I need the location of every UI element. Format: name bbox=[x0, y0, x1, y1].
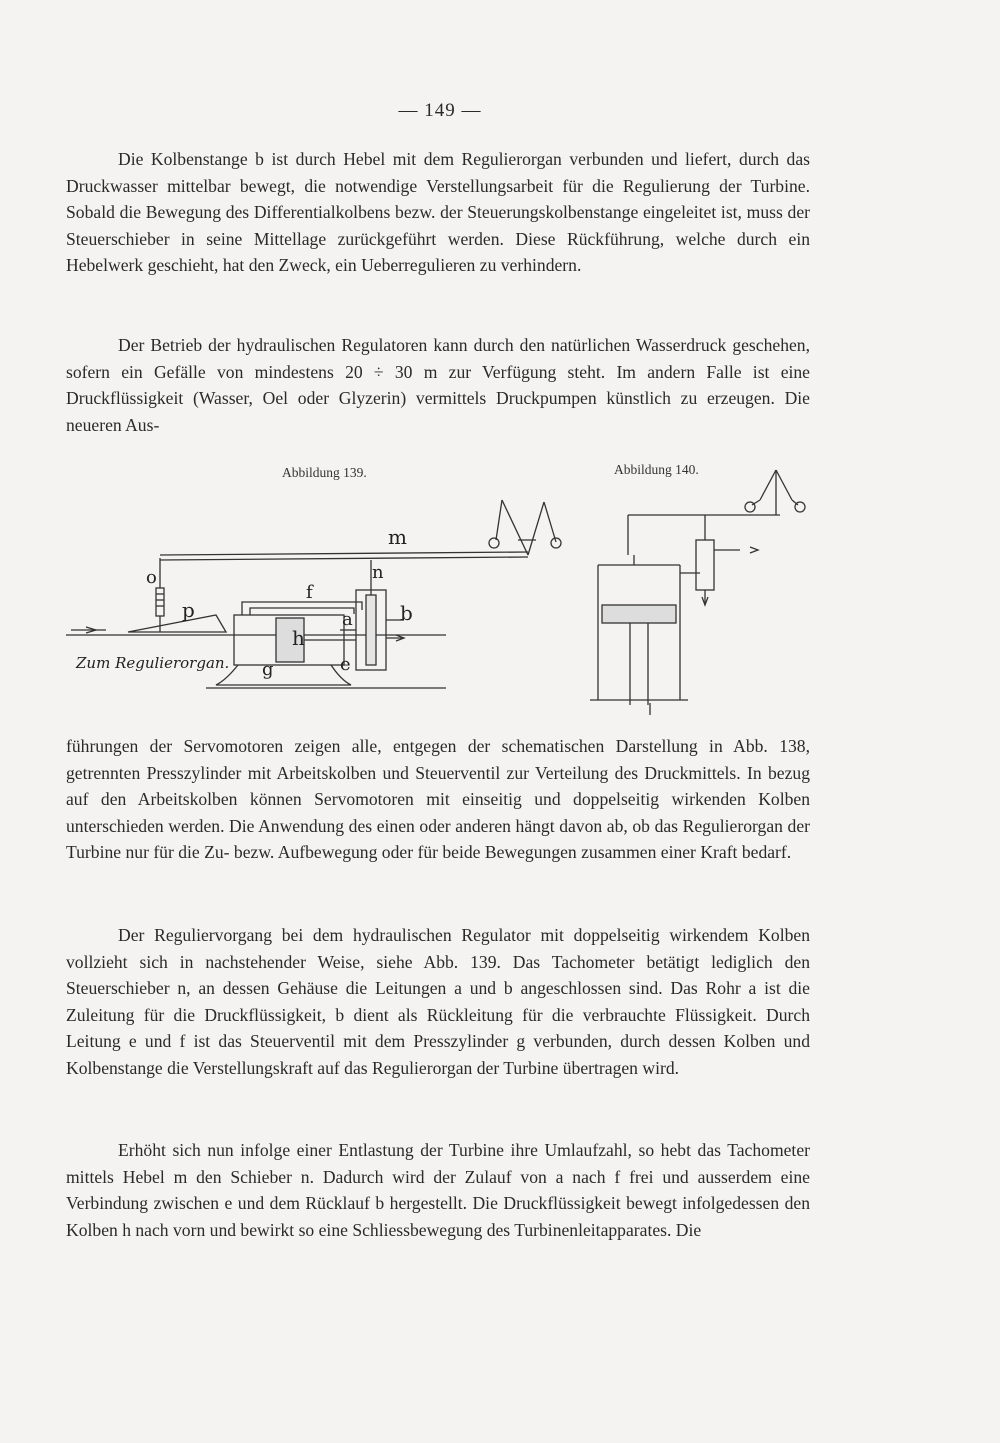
paragraph-2: Der Betrieb der hydraulischen Regulatoren kann durch den natürlichen Wasserdruck geschehen, sofern ein Gefälle von mindestens 20 ÷ 30 m zur Verfügung steht. Im andern Falle ist eine Druckflüssigkeit (Wasser, Oel oder Glyzerin) vermittels Druckpumpen künstlich zu erzeugen. Die neueren Aus- bbox=[66, 335, 810, 435]
label-e: e bbox=[340, 654, 351, 675]
label-script: Zum Regulierorgan. bbox=[76, 654, 230, 672]
figure-140-caption: Abbildung 140. bbox=[614, 462, 699, 477]
label-p: p bbox=[182, 598, 195, 622]
label-h: h bbox=[292, 626, 305, 650]
label-n: n bbox=[372, 562, 384, 583]
tachometer-arm-left bbox=[502, 500, 528, 555]
tachometer-ball-right bbox=[795, 502, 805, 512]
tachometer-ball-left bbox=[489, 538, 499, 548]
lever-m bbox=[160, 552, 528, 555]
figure-139-caption: Abbildung 139. bbox=[282, 465, 367, 480]
figure-140 bbox=[590, 465, 810, 720]
label-g: g bbox=[262, 659, 274, 680]
figure-139 bbox=[66, 480, 566, 695]
paragraph-1: Die Kolbenstange b ist durch Hebel mit dem Regulierorgan verbunden und liefert, durch das Druckwasser mittelbar bewegt, die notwendige Verstellungsarbeit für die Regulierung der Turbine. Sobald die Bewegung des Differentialkolbens bezw. der Steuerungskolbenstange eingeleitet ist, muss der Steuerschieber in seine Mittellage zurückgeführt werden. Diese Rückführung, welche durch ein Hebelwerk geschieht, hat den Zweck, ein Ueberregulieren zu verhindern. bbox=[66, 149, 810, 276]
label-b: b bbox=[400, 601, 413, 625]
label-f: f bbox=[306, 582, 313, 603]
spring-o bbox=[156, 588, 164, 616]
label-a: a bbox=[342, 609, 353, 630]
wedge-p bbox=[128, 615, 226, 632]
tachometer-ball-right bbox=[551, 538, 561, 548]
label-m: m bbox=[388, 525, 407, 549]
paragraph-5: Erhöht sich nun infolge einer Entlastung der Turbine ihre Umlaufzahl, so hebt das Tachometer mittels Hebel m den Schieber n. Dadurch wird der Zulauf von a nach f frei und ausserdem eine Verbindung zwischen e und dem Rücklauf b hergestellt. Die Druckflüssigkeit bewegt infolgedessen den Kolben h nach vorn und bewirkt so eine Schliessbewegung des Turbinenleitapparates. Die bbox=[66, 1140, 810, 1240]
paragraph-3: führungen der Servomotoren zeigen alle, entgegen der schematischen Darstellung in Abb. 138, getrennten Presszylinder mit Arbeitskolben und Steuerventil zur Verteilung des Druckmittels. In bezug auf den Arbeitskolben können Servomotoren mit einseitig und doppelseitig wirkenden Kolben unterschieden werden. Die Anwendung des einen oder anderen hängt davon ab, ob das Regulierorgan der Turbine nur für die Zu- bezw. Aufbewegung oder für beide Bewegungen zusammen einer Kraft bedarf. bbox=[66, 736, 810, 863]
paragraph-4: Der Reguliervorgang bei dem hydraulischen Regulator mit doppelseitig wirkendem Kolben vollzieht sich in nachstehender Weise, siehe Abb. 139. Das Tachometer betätigt lediglich den Steuerschieber n, an dessen Gehäuse die Leitungen a und b angeschlossen sind. Das Rohr a ist die Zuleitung für die Druckflüssigkeit, b dient als Rückleitung für die verbrauchte Flüssigkeit. Durch Leitung e und f ist das Steuerventil mit dem Presszylinder g verbunden, durch dessen Kolben und Kolbenstange die Verstellungskraft auf das Regulierorgan der Turbine übertragen wird. bbox=[66, 925, 810, 1078]
tachometer-ball-left bbox=[745, 502, 755, 512]
page-number: — 149 — bbox=[398, 100, 482, 121]
label-o: o bbox=[146, 567, 157, 588]
